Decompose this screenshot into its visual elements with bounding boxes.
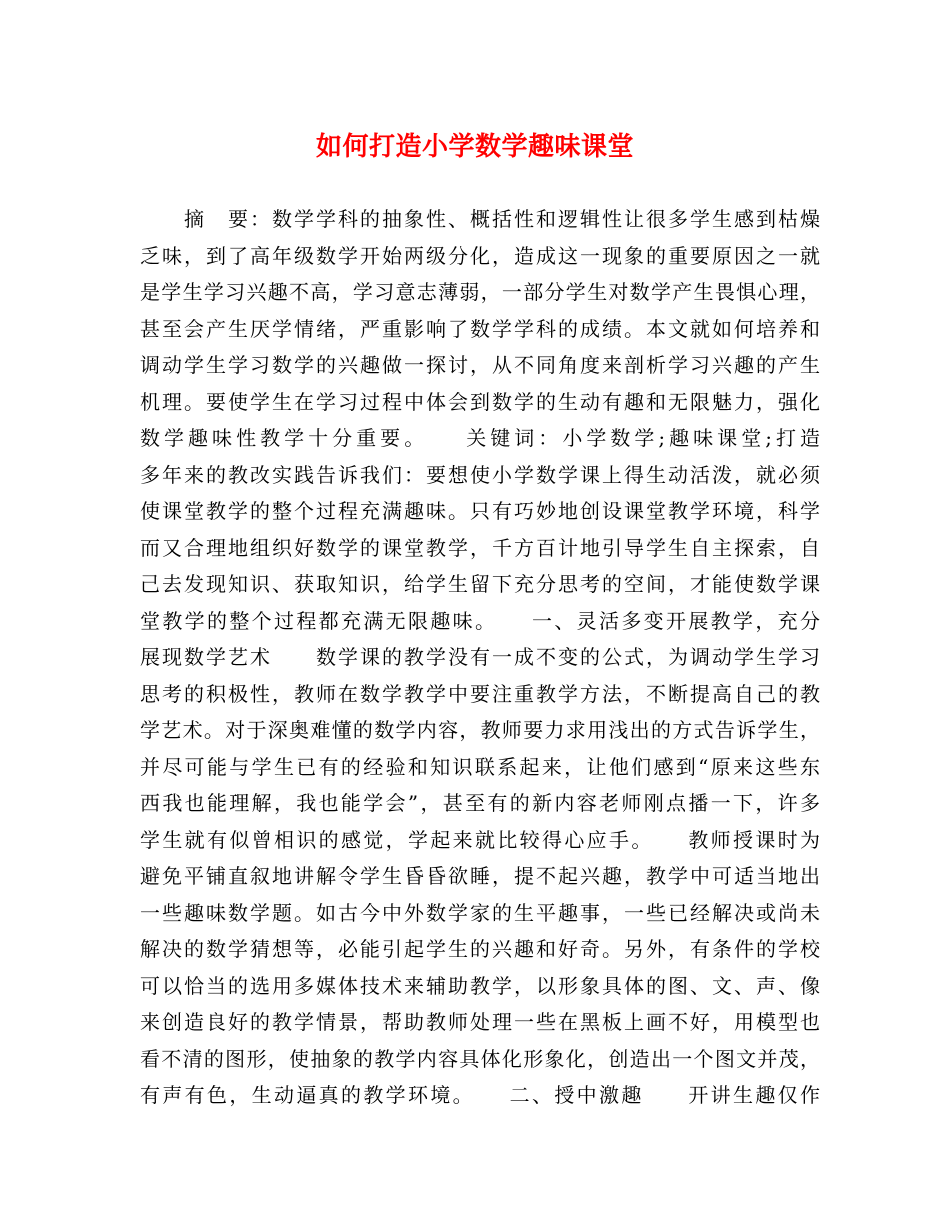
body-line: 多年来的教改实践告诉我们：要想使小学数学课上得生动活泼，就必须 [140, 462, 820, 487]
body-line: 乏味，到了高年级数学开始两级分化，造成这一现象的重要原因之一就 [140, 243, 820, 268]
body-line: 而又合理地组织好数学的课堂教学，千方百计地引导学生自主探索，自 [140, 535, 820, 560]
body-line: 机理。要使学生在学习过程中体会到数学的生动有趣和无限魅力，强化 [140, 389, 820, 414]
body-line: 避免平铺直叙地讲解令学生昏昏欲睡，提不起兴趣，教学中可适当地出 [140, 864, 820, 888]
body-line: 学生就有似曾相识的感觉，学起来就比较得心应手。 教师授课时为 [140, 827, 820, 852]
document-body [140, 201, 820, 1114]
body-line: 堂教学的整个过程都充满无限趣味。 一、灵活多变开展教学，充分 [140, 608, 820, 633]
body-line: 使课堂教学的整个过程充满趣味。只有巧妙地创设课堂教学环境，科学 [140, 499, 820, 523]
body-line: 西我也能理解，我也能学会”，甚至有的新内容老师刚点播一下，许多 [140, 791, 820, 815]
document-title: 如何打造小学数学趣味课堂 [315, 132, 634, 162]
body-line: 调动学生学习数学的兴趣做一探讨，从不同角度来剖析学习兴趣的产生 [140, 353, 820, 377]
body-line: 一些趣味数学题。如古今中外数学家的生平趣事，一些已经解决或尚未 [140, 900, 820, 925]
body-line: 是学生学习兴趣不高，学习意志薄弱，一部分学生对数学产生畏惧心理， [140, 280, 820, 304]
body-line: 学艺术。对于深奥难懂的数学内容，教师要力求用浅出的方式告诉学生， [140, 718, 820, 742]
body-line: 来创造良好的教学情景，帮助教师处理一些在黑板上画不好，用模型也 [140, 1010, 820, 1034]
body-line: 思考的积极性，教师在数学教学中要注重教学方法，不断提高自己的教 [140, 681, 820, 706]
body-line: 可以恰当的选用多媒体技术来辅助教学，以形象具体的图、文、声、像 [140, 973, 820, 998]
body-line: 有声有色，生动逼真的教学环境。 二、授中激趣 开讲生趣仅作 [140, 1083, 820, 1107]
body-line: 看不清的图形，使抽象的教学内容具体化形象化，创造出一个图文并茂， [140, 1046, 820, 1071]
body-line: 己去发现知识、获取知识，给学生留下充分思考的空间，才能使数学课 [140, 572, 820, 596]
body-line: 展现数学艺术 数学课的教学没有一成不变的公式，为调动学生学习 [140, 645, 820, 669]
body-line: 并尽可能与学生已有的经验和知识联系起来，让他们感到“原来这些东 [140, 754, 820, 779]
body-line: 甚至会产生厌学情绪，严重影响了数学学科的成绩。本文就如何培养和 [140, 316, 820, 341]
body-line: 数学趣味性教学十分重要。 关键词：小学数学;趣味课堂;打造 [140, 426, 820, 450]
body-line: 解决的数学猜想等，必能引起学生的兴趣和好奇。另外，有条件的学校 [140, 937, 820, 961]
body-line: 摘 要：数学学科的抽象性、概括性和逻辑性让很多学生感到枯燥 [140, 207, 820, 231]
